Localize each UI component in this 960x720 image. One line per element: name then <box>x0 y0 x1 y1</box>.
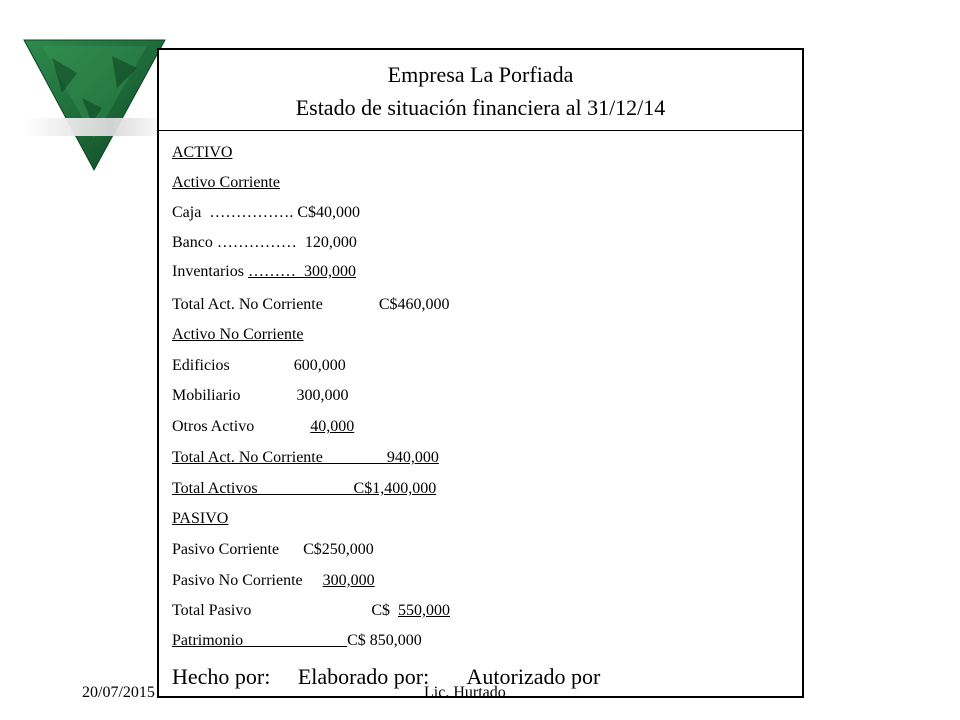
mobiliario-line: Mobiliario 300,000 <box>172 387 349 404</box>
caja-line: Caja ……………. C$40,000 <box>172 204 360 221</box>
financial-statement-box <box>157 48 804 698</box>
green-triangle-logo <box>22 38 167 173</box>
total-act-corriente-line: Total Act. No Corriente C$460,000 <box>172 296 450 313</box>
patrimonio-label: Patrimonio <box>172 632 348 649</box>
signature-line: Hecho por: Elaborado por: Autorizado por <box>172 664 601 689</box>
inventarios-value: ……… 300,000 <box>247 263 356 280</box>
pasivo-no-corriente-line <box>172 572 375 590</box>
inventarios-line <box>172 263 356 281</box>
otros-activo-line <box>172 418 354 436</box>
total-pasivo-value: 550,000 <box>398 602 450 619</box>
total-act-no-corriente-line: Total Act. No Corriente 940,000 <box>172 449 439 466</box>
pasivo-title: PASIVO <box>172 510 229 527</box>
patrimonio-line <box>172 632 422 650</box>
banco-line: Banco …………… 120,000 <box>172 234 357 251</box>
edificios-line: Edificios 600,000 <box>172 357 346 374</box>
footer-author: Lic. Hurtado <box>424 684 506 701</box>
activo-corriente-title: Activo Corriente <box>172 174 280 191</box>
activo-no-corriente-title: Activo No Corriente <box>172 326 304 343</box>
pasivo-no-corriente-label: Pasivo No Corriente <box>172 572 323 589</box>
patrimonio-value: C$ 850,000 <box>347 632 422 649</box>
statement-title: Estado de situación financiera al 31/12/14 <box>295 95 666 120</box>
activo-title: ACTIVO <box>172 144 233 161</box>
total-pasivo-label: Total Pasivo C$ <box>172 602 398 619</box>
pasivo-no-corriente-value: 300,000 <box>322 572 375 589</box>
otros-activo-label: Otros Activo <box>172 418 311 435</box>
company-name: Empresa La Porfiada <box>387 62 574 87</box>
total-pasivo-line <box>172 602 450 620</box>
otros-activo-value: 40,000 <box>310 418 355 435</box>
statement-header <box>159 50 802 131</box>
total-activos-line: Total Activos C$1,400,000 <box>172 480 437 497</box>
pasivo-corriente-line: Pasivo Corriente C$250,000 <box>172 541 374 558</box>
inventarios-label: Inventarios <box>172 263 248 280</box>
footer-date: 20/07/2015 <box>82 684 155 701</box>
